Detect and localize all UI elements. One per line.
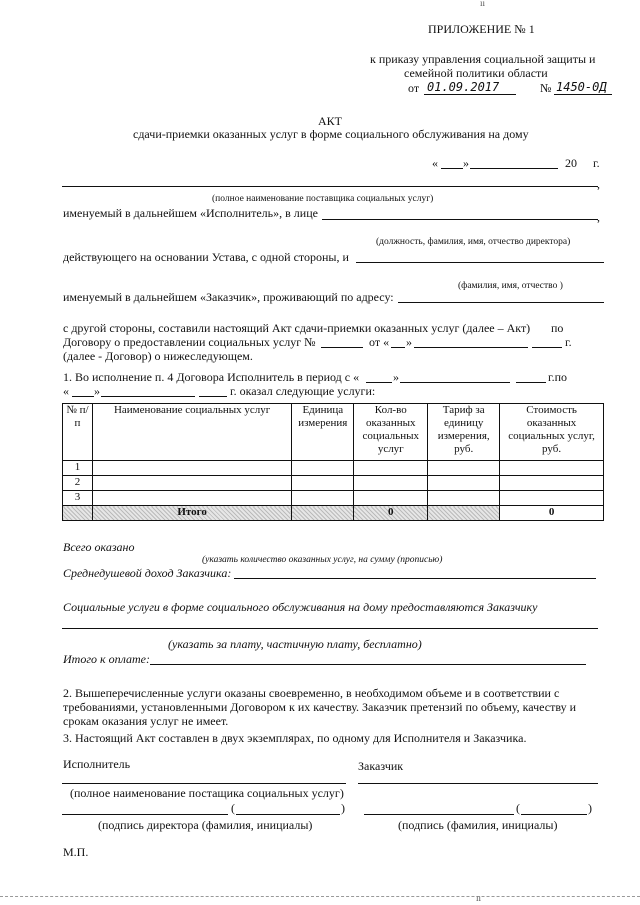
quantity-cell[interactable] <box>354 476 428 491</box>
payment-type-field[interactable] <box>62 628 598 629</box>
executor-paren-close: ) <box>341 801 345 815</box>
executor-label: Исполнитель <box>63 757 131 771</box>
total-cost-cell: 0 <box>500 506 604 521</box>
acting-on-text: действующего на основании Устава, с одной стороны, и <box>63 250 349 264</box>
date-day-field[interactable] <box>441 168 463 169</box>
cost-cell[interactable] <box>500 461 604 476</box>
provided-to-label: Социальные услуги в форме социального обслуживания на дому предоставляются Заказчику <box>63 600 538 614</box>
total-blank-cell <box>63 506 93 521</box>
section2-line2: требованиями, установленными Договором к их качеству. Заказчик претензий по объему, качеству и <box>63 700 577 714</box>
tariff-cell[interactable] <box>428 491 500 506</box>
comma-2: , <box>597 210 600 224</box>
order-date-handwritten: 01.09.2017 <box>427 80 500 94</box>
other-side-line-1: с другой стороны, составили настоящий Акт сдачи-приемки оказанных услуг (далее – Акт) <box>63 321 531 335</box>
customer-signature-hint: (подпись (фамилия, инициалы) <box>398 818 558 832</box>
appendix-heading: ПРИЛОЖЕНИЕ № 1 <box>428 22 535 36</box>
section1-line1: 1. Во исполнение п. 4 Договора Исполнитель в период с « <box>63 370 360 384</box>
other-side-line-2: Договору о предоставлении социальных услуг № <box>63 335 316 349</box>
customer-initials-field[interactable] <box>521 814 587 815</box>
comma: , <box>597 177 600 191</box>
service-name-cell[interactable] <box>92 461 291 476</box>
period-end-day-field[interactable] <box>72 396 94 397</box>
customer-paren-close: ) <box>588 801 592 815</box>
order-number-handwritten: 1450-0Д <box>556 80 607 94</box>
customer-signature-field[interactable] <box>364 814 514 815</box>
contract-day-field[interactable] <box>391 347 405 348</box>
income-label: Среднедушевой доход Заказчика: <box>63 566 232 580</box>
stamp-place-label: М.П. <box>63 845 89 859</box>
executor-signature-field[interactable] <box>62 814 228 815</box>
period-end-open-quote: « <box>63 384 69 398</box>
table-row <box>63 461 604 476</box>
fio-hint: (фамилия, имя, отчество ) <box>458 281 563 291</box>
executor-representative-field[interactable] <box>322 219 598 220</box>
position-hint: (должность, фамилия, имя, отчество директора) <box>376 237 571 247</box>
service-name-cell[interactable] <box>92 491 291 506</box>
date-close-quote: » <box>463 156 469 170</box>
customer-name-line[interactable] <box>358 783 598 784</box>
cost-cell[interactable] <box>500 491 604 506</box>
period-end-year-field[interactable] <box>199 396 227 397</box>
customer-address-field[interactable] <box>398 302 604 303</box>
provider-name-hint: (полное наименование поставщика социальных услуг) <box>212 194 434 204</box>
table-total-row <box>63 506 604 521</box>
section2-line3: срокам оказания услуг не имеет. <box>63 714 229 728</box>
executor-initials-field[interactable] <box>236 814 340 815</box>
period-end-close-quote: » <box>94 384 100 398</box>
header-cell: Стоимость оказанных социальных услуг, руб. <box>500 404 604 461</box>
header-cell: Единица измерения <box>292 404 354 461</box>
executor-named-text: именуемый в дальнейшем «Исполнитель», в лице <box>63 206 318 220</box>
contract-date-open: от « <box>369 335 390 349</box>
period-gpo: г.по <box>548 370 567 384</box>
date-month-field[interactable] <box>470 168 558 169</box>
date-open-quote: « <box>432 156 438 170</box>
provider-name-field[interactable] <box>62 186 598 187</box>
to-pay-field[interactable] <box>150 664 586 665</box>
table-row <box>63 476 604 491</box>
income-field[interactable] <box>234 578 596 579</box>
tariff-cell[interactable] <box>428 476 500 491</box>
executor-paren-open: ( <box>231 801 235 815</box>
unit-cell[interactable] <box>292 476 354 491</box>
document-subtitle: сдачи-приемки оказанных услуг в форме социального обслуживания на дому <box>133 127 529 141</box>
customer-label: Заказчик <box>358 759 404 773</box>
period-start-close-quote: » <box>393 370 399 384</box>
order-number-label: № <box>540 81 552 95</box>
unit-cell[interactable] <box>292 491 354 506</box>
total-qty-cell: 0 <box>354 506 428 521</box>
scan-edge-line <box>0 896 640 897</box>
director-signature-hint: (подпись директора (фамилия, инициалы) <box>98 818 313 832</box>
unit-cell[interactable] <box>292 461 354 476</box>
header-cell: Тариф за единицу измерения, руб. <box>428 404 500 461</box>
header-cell: Наименование социальных услуг <box>92 404 291 461</box>
cost-cell[interactable] <box>500 476 604 491</box>
payment-type-hint: (указать за плату, частичную плату, бесплатно) <box>168 637 422 651</box>
executor-provider-hint: (полное наименование постащика социальных услуг) <box>70 786 344 800</box>
quantity-cell[interactable] <box>354 491 428 506</box>
executor-name-field[interactable] <box>62 783 346 784</box>
row-number-cell: 3 <box>63 491 93 506</box>
section2-line1: 2. Вышеперечисленные услуги оказаны своевременно, в необходимом объеме и в соответствии с <box>63 686 560 700</box>
total-blank-cell <box>428 506 500 521</box>
order-line-2: семейной политики области <box>404 66 548 80</box>
contract-date-close: » <box>406 335 412 349</box>
order-number-line <box>554 94 612 95</box>
service-name-cell[interactable] <box>92 476 291 491</box>
period-end-month-field[interactable] <box>101 396 195 397</box>
section1-line2-text: г. оказал следующие услуги: <box>230 384 376 398</box>
period-start-day-field[interactable] <box>366 382 392 383</box>
section3-line1: 3. Настоящий Акт составлен в двух экземплярах, по одному для Исполнителя и Заказчика. <box>63 731 527 745</box>
contract-number-field[interactable] <box>321 347 363 348</box>
other-side-line-3: (далее - Договор) о нижеследующем. <box>63 349 253 363</box>
period-start-month-field[interactable] <box>400 382 510 383</box>
scan-mark-bottom: ıı <box>476 893 482 903</box>
customer-paren-open: ( <box>516 801 520 815</box>
table-row <box>63 491 604 506</box>
order-date-line <box>424 94 516 95</box>
total-label-cell: Итого <box>92 506 291 521</box>
period-start-year-field[interactable] <box>516 382 546 383</box>
contract-year-field[interactable] <box>532 347 562 348</box>
date-year-suffix: г. <box>593 156 600 170</box>
header-cell: № п/п <box>63 404 93 461</box>
other-side-po: по <box>551 321 564 335</box>
to-pay-label: Итого к оплате: <box>63 652 150 666</box>
scan-mark-top: ıı <box>480 0 486 8</box>
header-cell: Кол-во оказанных социальных услуг <box>354 404 428 461</box>
row-number-cell: 1 <box>63 461 93 476</box>
services-table <box>62 403 604 521</box>
contract-month-field[interactable] <box>414 347 528 348</box>
total-provided-hint: (указать количество оказанных услуг, на сумму (прописью) <box>202 555 443 565</box>
quantity-cell[interactable] <box>354 461 428 476</box>
row-number-cell: 2 <box>63 476 93 491</box>
customer-name-field[interactable] <box>356 262 604 263</box>
tariff-cell[interactable] <box>428 461 500 476</box>
date-year: 20 <box>565 156 577 170</box>
document-title: АКТ <box>318 114 342 128</box>
total-blank-cell <box>292 506 354 521</box>
table-header-row <box>63 404 604 461</box>
customer-named-text: именуемый в дальнейшем «Заказчик», проживающий по адресу: <box>63 290 394 304</box>
total-provided-label: Всего оказано <box>63 540 135 554</box>
order-line-1: к приказу управления социальной защиты и <box>370 52 596 66</box>
contract-year-suffix: г. <box>565 335 572 349</box>
order-from-label: от <box>408 81 420 95</box>
